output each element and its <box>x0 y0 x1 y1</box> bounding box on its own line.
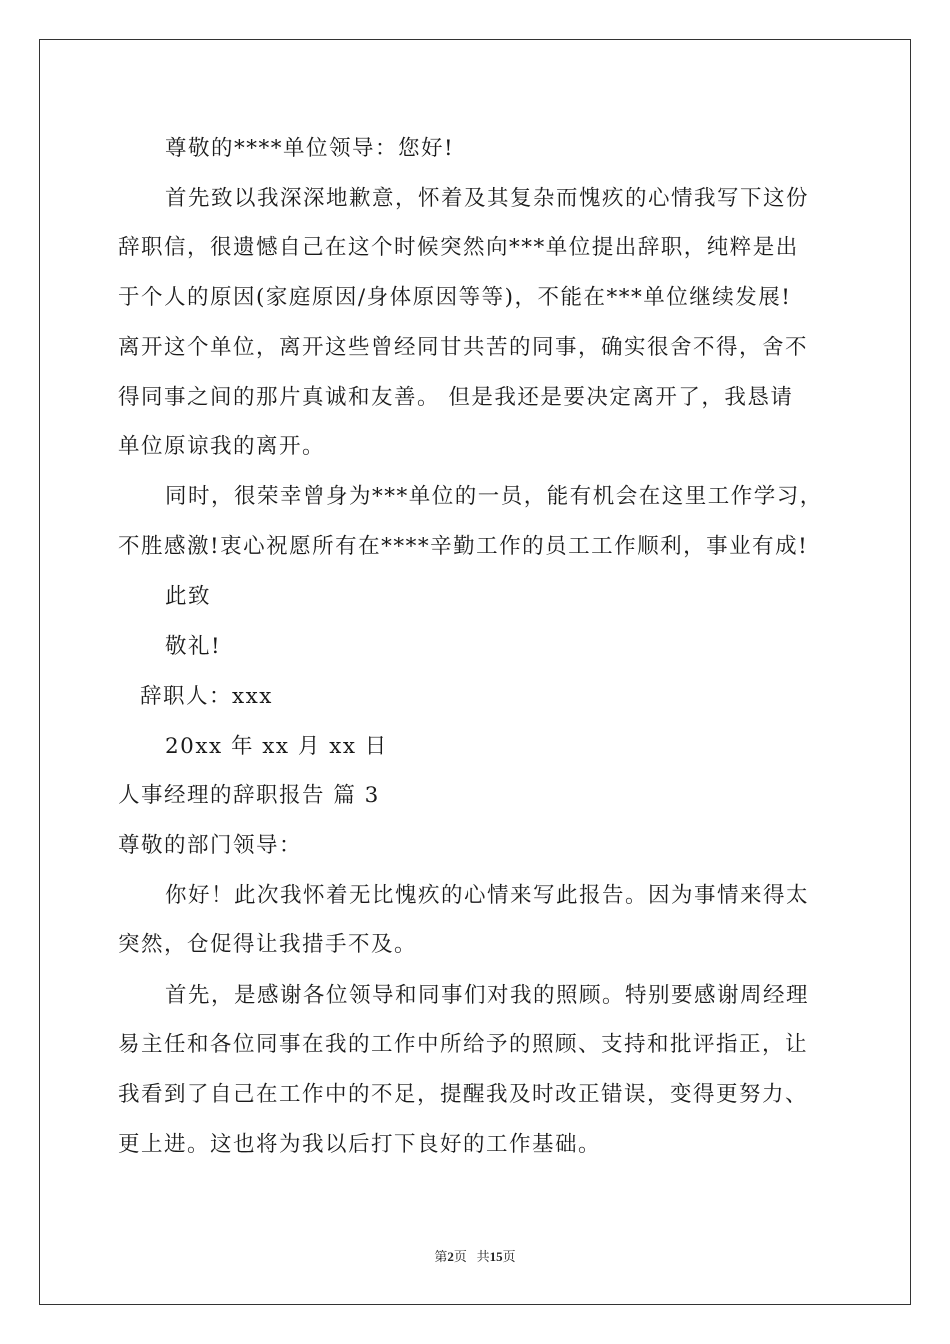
footer-page-current: 2 <box>447 1249 454 1264</box>
letter1-date: 20xx 年 xx 月 xx 日 <box>165 734 388 759</box>
footer-page-prefix: 第 <box>434 1249 448 1264</box>
letter2-p2-line: 我看到了自己在工作中的不足，提醒我及时改正错误，变得更努力、 <box>118 1082 809 1107</box>
letter1-p1-line: 辞职信，很遗憾自己在这个时候突然向***单位提出辞职，纯粹是出 <box>118 235 799 260</box>
letter1-p1-line: 得同事之间的那片真诚和友善。 但是我还是要决定离开了，我恳请 <box>118 385 794 410</box>
page-footer <box>0 1248 950 1266</box>
letter1-p1-line: 首先致以我深深地歉意，怀着及其复杂而愧疚的心情我写下这份 <box>165 186 810 211</box>
letter1-closing-jingli: 敬礼! <box>165 634 222 659</box>
letter2-p1-line: 你好！此次我怀着无比愧疚的心情来写此报告。因为事情来得太 <box>165 883 810 908</box>
letter1-greeting: 尊敬的****单位领导：您好! <box>165 136 455 161</box>
letter1-p1-line: 离开这个单位，离开这些曾经同甘共苦的同事，确实很舍不得，舍不 <box>118 335 809 360</box>
page-border <box>39 39 911 1305</box>
letter1-closing-cizhi: 此致 <box>165 584 212 609</box>
letter1-p1-line: 单位原谅我的离开。 <box>118 434 326 459</box>
letter2-p2-line: 首先，是感谢各位领导和同事们对我的照顾。特别要感谢周经理 <box>165 983 810 1008</box>
letter1-signer: 辞职人：xxx <box>140 684 273 709</box>
letter1-p1-line: 于个人的原因(家庭原因/身体原因等等)，不能在***单位继续发展! <box>118 285 792 310</box>
footer-page-total: 15 <box>489 1249 503 1264</box>
letter1-p2-line: 不胜感激!衷心祝愿所有在****辛勤工作的员工工作顺利，事业有成! <box>118 534 809 559</box>
section-heading: 人事经理的辞职报告 篇 3 <box>118 783 380 808</box>
footer-page-suffix: 页 <box>502 1249 516 1264</box>
footer-page-mid: 页 共 <box>453 1249 490 1264</box>
letter2-p2-line: 更上进。这也将为我以后打下良好的工作基础。 <box>118 1132 602 1157</box>
letter2-greeting: 尊敬的部门领导： <box>118 833 303 858</box>
letter1-p2-line: 同时，很荣幸曾身为***单位的一员，能有机会在这里工作学习， <box>165 484 823 509</box>
letter2-p1-line: 突然，仓促得让我措手不及。 <box>118 932 418 957</box>
letter2-p2-line: 易主任和各位同事在我的工作中所给予的照顾、支持和批评指正，让 <box>118 1032 809 1057</box>
